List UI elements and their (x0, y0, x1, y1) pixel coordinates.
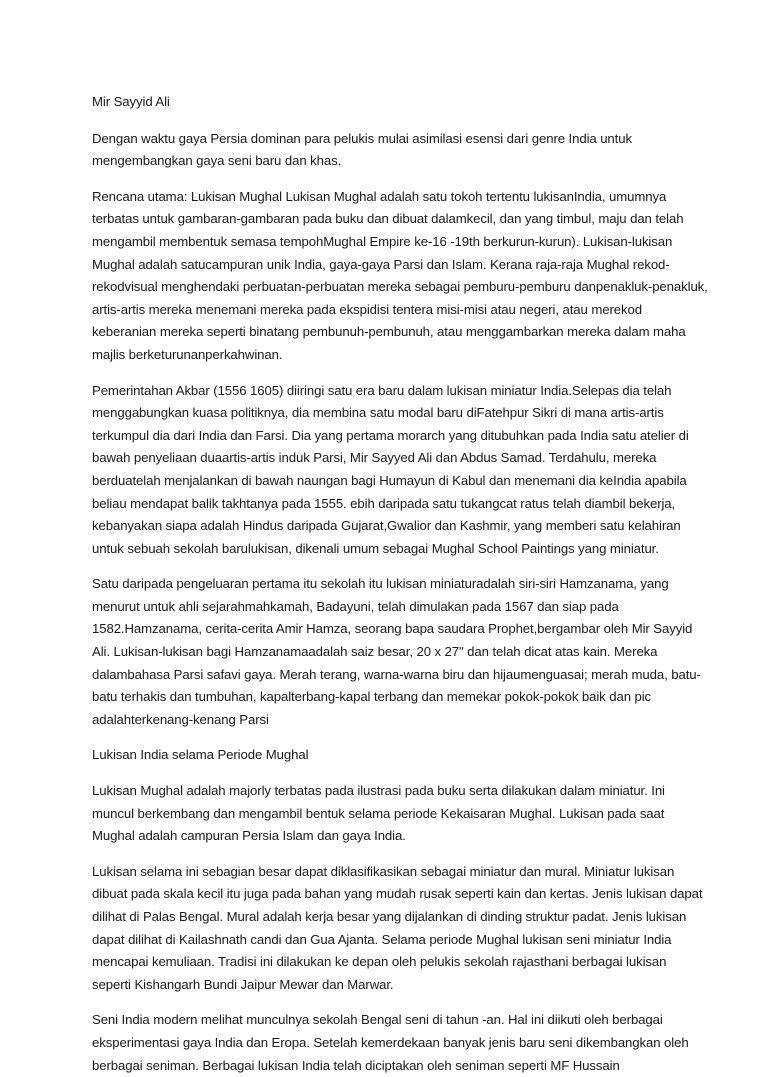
paragraph-rencana-utama: Rencana utama: Lukisan Mughal Lukisan Mughal adalah satu tokoh tertentu lukisanIndia, umumnya terbatas untuk gambaran-gambaran pada buku dan dibuat dalamkecil, dan yang timbul, maju dan telah mengambil membentuk semasa tempohMughal Empire ke-16 -19th berkurun-kurun). Lukisan-lukisan Mughal adalah satucampuran unik India, gaya-gaya Parsi dan Islam. Kerana raja-raja Mughal rekod-rekodvisual menghendaki perbuatan-perbuatan mereka sebagai pemburu-pemburu danpenakluk-penakluk, artis-artis mereka menemani mereka pada ekspidisi tentera misi-misi atau negeri, atau merekod keberanian mereka seperti binatang pembunuh-pembunuh, atau menggambarkan mereka dalam maha majlis berketurunanperkahwinan. (92, 188, 708, 362)
paragraph-hamzanama: Satu daripada pengeluaran pertama itu sekolah itu lukisan miniaturadalah siri-siri Hamzanama, yang menurut untuk ahli sejarahmahkamah, Badayuni, telah dimulakan pada 1567 dan siap pada 1582.Hamzanama, cerita-cerita Amir Hamza, seorang bapa saudara Prophet,bergambar oleh Mir Sayyid Ali. Lukisan-lukisan bagi Hamzanamaadalah saiz besar, 20 x 27" dan telah dicat atas kain. Mereka dalambahasa Parsi safavi gaya. Merah terang, warna-warna biru dan hijaumenguasai; merah muda, batu-batu terhakis dan tumbuhan, kapalterbang-kapal terbang dan memekar pokok-pokok baik dan pic adalahterkenang-kenang Parsi (92, 576, 701, 727)
paragraph-intro: Dengan waktu gaya Persia dominan para pelukis mulai asimilasi esensi dari genre India untuk mengembangkan gaya seni baru dan khas. (92, 130, 632, 169)
section-heading-periode-mughal: Lukisan India selama Periode Mughal (92, 747, 309, 763)
paragraph-miniatur-mural: Lukisan selama ini sebagian besar dapat diklasifikasikan sebagai miniatur dan mural. Miniatur lukisan dibuat pada skala kecil itu juga pada bahan yang mudah rusak seperti kain dan kertas. Jenis lukisan dapat dilihat di Palas Bengal. Mural adalah kerja besar yang dijalankan di dinding struktur padat. Jenis lukisan dapat dilihat di Kailashnath candi dan Gua Ajanta. Selama periode Mughal lukisan seni miniatur India mencapai kemuliaan. Tradisi ini dilakukan ke depan oleh pelukis sekolah rajasthani berbagai lukisan seperti Kishangarh Bundi Jaipur Mewar dan Marwar. (92, 863, 703, 992)
document-title: Mir Sayyid Ali (92, 94, 170, 109)
paragraph-pemerintahan-akbar: Pemerintahan Akbar (1556 1605) diiringi satu era baru dalam lukisan miniatur India.Selepas dia telah menggabungkan kuasa politiknya, dia membina satu modal baru diFatehpur Sikri di mana artis-artis terkumpul dia dari India dan Farsi. Dia yang pertama morarch yang ditubuhkan pada India satu atelier di bawah penyeliaan duaartis-artis induk Parsi, Mir Sayyed Ali dan Abdus Samad. Terdahulu, mereka berduatelah menjalankan di bawah naungan bagi Humayun di Kabul dan menemani dia keIndia apabila beliau mendapat balik takhtanya pada 1555. ebih daripada satu tukangcat ratus telah diambil bekerja, kebanyakan siapa adalah Hindus daripada Gujarat,Gwalior dan Kashmir, yang memberi satu kelahiran untuk sebuah sekolah barulukisan, dikenali umum sebagai Mughal School Paintings yang miniatur. (92, 382, 689, 556)
paragraph-seni-india-modern: Seni India modern melihat munculnya sekolah Bengal seni di tahun -an. Hal ini diikuti oleh berbagai eksperimentasi gaya India dan Eropa. Setelah kemerdekaan banyak jenis baru seni dikembangkan oleh berbagai seniman. Berbagai lukisan India telah diciptakan oleh seniman seperti MF Hussain (92, 1012, 689, 1073)
paragraph-lukisan-mughal: Lukisan Mughal adalah majorly terbatas pada ilustrasi pada buku serta dilakukan dalam miniatur. Ini muncul berkembang dan mengambil bentuk selama periode Kekaisaran Mughal. Lukisan pada saat Mughal adalah campuran Persia Islam dan gaya India. (92, 783, 665, 844)
